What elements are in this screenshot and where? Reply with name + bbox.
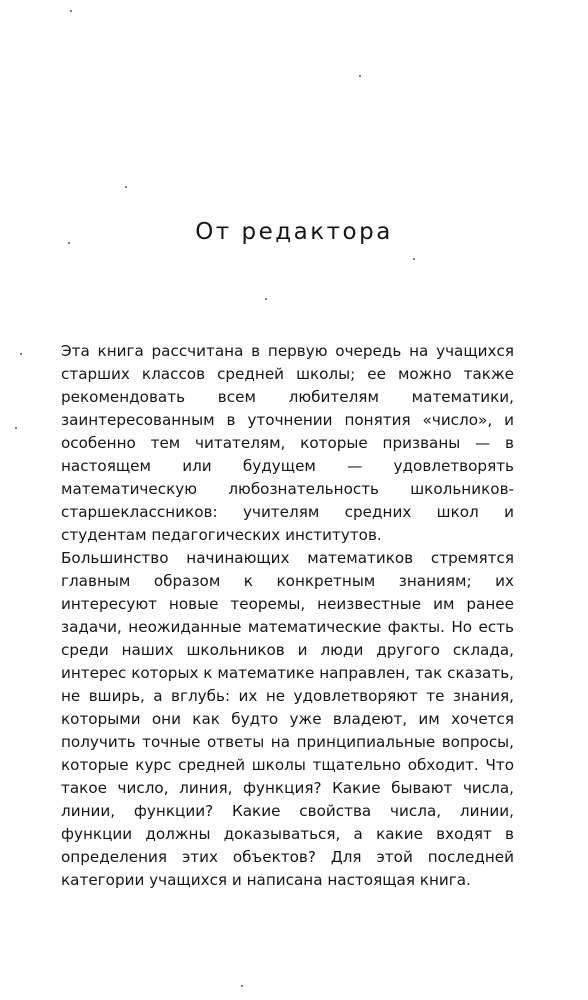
- scan-speck: [359, 75, 361, 77]
- scan-speck: [241, 985, 243, 987]
- scan-speck: [68, 242, 70, 244]
- page-body: [61, 340, 514, 892]
- paragraph-2: Большинство начинающих математиков стремятся главным образом к конкретным знаниям; их интересуют новые теоремы, неизвестные им ранее задачи, неожиданные математические факты. Но есть среди наших школьников и люди другого склада, интерес которых к математике направлен, так сказать, не вширь, а вглубь: их не удовлетворяют те знания, которыми они как будто уже владеют, им хочется получить точные ответы на принципиальные вопросы, которые курс средней школы тщательно обходит. Что такое число, линия, функция? Какие бывают числа, линии, функции? Какие свойства числа, линии, функции должны доказываться, а какие входят в определения этих объектов? Для этой последней категории учащихся и написана настоящая книга.: [61, 549, 514, 889]
- scan-speck: [70, 10, 72, 12]
- scan-speck: [413, 258, 415, 260]
- scan-speck: [15, 427, 17, 429]
- scan-speck: [20, 353, 22, 355]
- page-title: От редактора: [195, 219, 393, 245]
- scan-speck: [125, 186, 127, 188]
- scan-speck: [265, 298, 267, 300]
- paragraph-1: Эта книга рассчитана в первую очередь на учащихся старших классов средней школы; ее можно также рекомендовать всем любителям математики, заинтересованным в уточнении понятия «число», и особенно тем читателям, которые призваны — в настоящем или будущем — удовлетворять математическую любознательность школьников-старшеклассников: учителям средних школ и студентам педагогических институтов.: [61, 342, 514, 544]
